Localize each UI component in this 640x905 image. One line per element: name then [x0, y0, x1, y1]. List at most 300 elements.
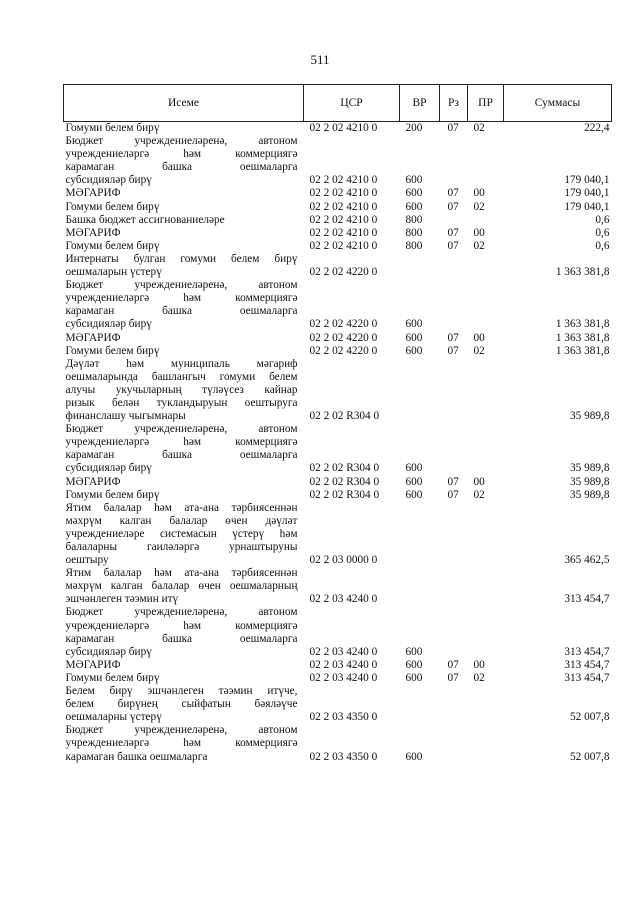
- row-csr: 02 2 03 4240 0: [309, 593, 378, 606]
- row-rz-spacer: [440, 436, 468, 449]
- table-row: [64, 345, 612, 358]
- row-name-line: Гомуми белем бирү: [65, 671, 160, 684]
- row-name-line: алучы укучыларның түләүсез кайнар: [65, 383, 298, 396]
- row-csr: 02 2 03 4240 0: [309, 645, 378, 658]
- row-csr: 02 2 02 4220 0: [309, 318, 378, 331]
- row-name-line: учреждениеләре системасын үстерү һәм: [65, 527, 298, 540]
- table-row: [64, 659, 612, 672]
- row-csr: 02 2 02 4220 0: [309, 331, 378, 344]
- row-vr-spacer: [400, 279, 440, 292]
- table-row: [64, 711, 612, 724]
- row-name-line: эшчәнлеген тәэмин итү: [65, 593, 179, 606]
- row-sum-spacer: [504, 541, 612, 554]
- row-name-line: учреждениеләргә һәм коммерциягә: [65, 148, 298, 161]
- row-rz: [440, 554, 468, 567]
- row-rz-spacer: [440, 279, 468, 292]
- row-name-line: субсидияләр бирү: [65, 462, 152, 475]
- row-vr-spacer: [400, 528, 440, 541]
- row-rz-spacer: [440, 371, 468, 384]
- table-row: [64, 253, 612, 266]
- table-header-row: [64, 85, 612, 122]
- row-csr-spacer: [304, 279, 400, 292]
- row-vr: 600: [405, 475, 423, 488]
- header-name: Исеме: [64, 85, 304, 122]
- row-vr: 600: [405, 174, 423, 187]
- row-pr: [468, 711, 504, 724]
- row-csr: 02 2 02 4210 0: [309, 239, 378, 252]
- row-pr-spacer: [468, 423, 504, 436]
- row-name-line: субсидияләр бирү: [65, 174, 152, 187]
- row-pr-spacer: [468, 528, 504, 541]
- page-number: 511: [310, 52, 330, 67]
- table-row: [64, 240, 612, 253]
- table-row: [64, 724, 612, 737]
- table-row: [64, 410, 612, 423]
- row-pr-spacer: [468, 698, 504, 711]
- table-row: [64, 554, 612, 567]
- row-sum: 1 363 381,8: [555, 318, 610, 331]
- table-row: [64, 528, 612, 541]
- row-vr: 600: [405, 462, 423, 475]
- row-csr: 02 2 02 4220 0: [309, 266, 378, 279]
- row-rz-spacer: [440, 423, 468, 436]
- row-pr-spacer: [468, 580, 504, 593]
- table-row: [64, 515, 612, 528]
- row-name-line: ризык белән тукландыруын оештыруга: [65, 396, 298, 409]
- row-csr-spacer: [304, 737, 400, 750]
- row-sum-spacer: [504, 606, 612, 619]
- row-sum-spacer: [504, 633, 612, 646]
- row-pr-spacer: [468, 449, 504, 462]
- row-rz-spacer: [440, 515, 468, 528]
- header-rz: Рз: [440, 85, 468, 122]
- row-name-line: МӘГАРИФ: [65, 226, 121, 239]
- row-csr: 02 2 02 R304 0: [309, 410, 380, 423]
- row-name-line: Гомуми белем бирү: [65, 488, 160, 501]
- row-name-line: мәхрүм калган балалар өчен дәүләт: [65, 514, 298, 527]
- row-csr: 02 2 03 0000 0: [309, 554, 378, 567]
- row-rz-spacer: [440, 384, 468, 397]
- row-vr: [400, 711, 440, 724]
- row-csr: 02 2 03 4350 0: [309, 750, 378, 763]
- row-pr-spacer: [468, 253, 504, 266]
- row-csr-spacer: [304, 515, 400, 528]
- row-vr-spacer: [400, 633, 440, 646]
- row-pr: 02: [473, 344, 485, 357]
- row-sum-spacer: [504, 567, 612, 580]
- row-sum-spacer: [504, 253, 612, 266]
- row-name-line: учреждениеләргә һәм коммерциягә: [65, 292, 298, 305]
- row-csr: 02 2 03 4240 0: [309, 671, 378, 684]
- row-csr-spacer: [304, 580, 400, 593]
- row-name-line: Интернаты булган гомуми белем бирү: [65, 252, 298, 265]
- row-rz-spacer: [440, 397, 468, 410]
- row-sum-spacer: [504, 358, 612, 371]
- table-row: [64, 201, 612, 214]
- row-pr: 00: [473, 226, 485, 239]
- row-name-line: Ятим балалар һәм ата-ана тәрбиясеннән: [65, 567, 298, 580]
- row-sum-spacer: [504, 528, 612, 541]
- header-vr: ВР: [400, 85, 440, 122]
- row-pr-spacer: [468, 371, 504, 384]
- row-name-line: оешмаларны үстерү: [65, 711, 162, 724]
- row-sum: 0,6: [595, 213, 610, 226]
- row-csr-spacer: [304, 436, 400, 449]
- row-csr: 02 2 02 4210 0: [309, 122, 378, 134]
- row-sum-spacer: [504, 737, 612, 750]
- row-pr-spacer: [468, 737, 504, 750]
- row-csr: 02 2 02 4210 0: [309, 174, 378, 187]
- row-csr-spacer: [304, 567, 400, 580]
- row-vr-spacer: [400, 397, 440, 410]
- row-sum-spacer: [504, 371, 612, 384]
- table-row: [64, 620, 612, 633]
- row-pr: 02: [473, 488, 485, 501]
- row-vr-spacer: [400, 620, 440, 633]
- row-vr-spacer: [400, 449, 440, 462]
- row-vr: 600: [405, 658, 423, 671]
- table-row: [64, 371, 612, 384]
- row-csr-spacer: [304, 292, 400, 305]
- row-pr-spacer: [468, 279, 504, 292]
- row-rz: 07: [447, 488, 459, 501]
- row-vr: 600: [405, 200, 423, 213]
- row-name-line: Башка бюджет ассигнованиеләре: [65, 213, 225, 226]
- row-name-line: учреждениеләргә һәм коммерциягә: [65, 737, 298, 750]
- row-sum-spacer: [504, 292, 612, 305]
- row-csr-spacer: [304, 685, 400, 698]
- row-vr: 600: [405, 645, 423, 658]
- row-pr-spacer: [468, 515, 504, 528]
- row-name-line: оешмаларында башлангыч гомуми белем: [65, 370, 298, 383]
- row-sum-spacer: [504, 698, 612, 711]
- row-name-line: Бюджет учреждениеләренә, автоном: [65, 606, 298, 619]
- row-rz-spacer: [440, 358, 468, 371]
- table-row: [64, 737, 612, 750]
- table-row: [64, 148, 612, 161]
- row-vr-spacer: [400, 135, 440, 148]
- row-name-line: МӘГАРИФ: [65, 331, 121, 344]
- row-pr-spacer: [468, 606, 504, 619]
- row-csr-spacer: [304, 253, 400, 266]
- row-pr: [468, 266, 504, 279]
- row-sum: 35 989,8: [569, 462, 610, 475]
- row-vr-spacer: [400, 515, 440, 528]
- row-csr-spacer: [304, 620, 400, 633]
- row-sum-spacer: [504, 397, 612, 410]
- row-csr-spacer: [304, 502, 400, 515]
- table-row: [64, 279, 612, 292]
- row-rz: [440, 711, 468, 724]
- table-row: [64, 135, 612, 148]
- row-vr-spacer: [400, 606, 440, 619]
- row-sum: 1 363 381,8: [555, 344, 610, 357]
- row-rz-spacer: [440, 305, 468, 318]
- row-csr-spacer: [304, 305, 400, 318]
- row-rz-spacer: [440, 449, 468, 462]
- row-pr: [468, 646, 504, 659]
- row-vr-spacer: [400, 567, 440, 580]
- row-pr: 02: [473, 239, 485, 252]
- table-row: [64, 436, 612, 449]
- row-rz-spacer: [440, 292, 468, 305]
- row-pr-spacer: [468, 305, 504, 318]
- row-sum: 313 454,7: [564, 658, 610, 671]
- row-pr: [468, 318, 504, 331]
- table-row: [64, 633, 612, 646]
- row-name-line: оештыру: [65, 554, 109, 567]
- row-vr-spacer: [400, 698, 440, 711]
- row-sum-spacer: [504, 620, 612, 633]
- row-name-line: карамаган башка оешмаларга: [65, 632, 298, 645]
- row-pr: 02: [473, 671, 485, 684]
- row-name-line: учреждениеләргә һәм коммерциягә: [65, 436, 298, 449]
- row-sum: 313 454,7: [564, 593, 610, 606]
- row-rz: 07: [447, 187, 459, 200]
- row-rz-spacer: [440, 253, 468, 266]
- row-csr-spacer: [304, 384, 400, 397]
- row-name-line: субсидияләр бирү: [65, 645, 152, 658]
- row-rz: [440, 462, 468, 475]
- row-vr: [400, 593, 440, 606]
- row-sum-spacer: [504, 135, 612, 148]
- row-vr: 200: [405, 122, 423, 134]
- row-vr-spacer: [400, 384, 440, 397]
- row-rz: 07: [447, 200, 459, 213]
- row-sum: 0,6: [595, 226, 610, 239]
- row-csr-spacer: [304, 698, 400, 711]
- row-rz-spacer: [440, 698, 468, 711]
- row-rz: [440, 593, 468, 606]
- row-csr: 02 2 02 R304 0: [309, 488, 380, 501]
- table-row: [64, 476, 612, 489]
- row-csr-spacer: [304, 135, 400, 148]
- row-pr: 00: [473, 658, 485, 671]
- row-sum-spacer: [504, 724, 612, 737]
- row-sum: 35 989,8: [569, 410, 610, 423]
- row-rz: [440, 646, 468, 659]
- row-vr: 600: [405, 187, 423, 200]
- table-row: [64, 122, 612, 136]
- row-name-line: Бюджет учреждениеләренә, автоном: [65, 279, 298, 292]
- row-sum-spacer: [504, 502, 612, 515]
- row-rz-spacer: [440, 148, 468, 161]
- row-sum-spacer: [504, 580, 612, 593]
- row-rz-spacer: [440, 633, 468, 646]
- table-row: [64, 502, 612, 515]
- table-row: [64, 672, 612, 685]
- row-csr-spacer: [304, 148, 400, 161]
- header-sum: Суммасы: [504, 85, 612, 122]
- row-name-line: Белем бирү эшчәнлеген тәэмин итүче,: [65, 685, 298, 698]
- table-row: [64, 214, 612, 227]
- table-row: [64, 187, 612, 200]
- row-sum-spacer: [504, 436, 612, 449]
- row-vr-spacer: [400, 423, 440, 436]
- row-name-line: Гомуми белем бирү: [65, 200, 160, 213]
- row-sum-spacer: [504, 384, 612, 397]
- row-csr-spacer: [304, 423, 400, 436]
- row-pr: 02: [473, 122, 485, 134]
- row-name-line: МӘГАРИФ: [65, 475, 121, 488]
- row-pr: [468, 214, 504, 227]
- budget-table: [63, 84, 612, 764]
- row-pr-spacer: [468, 567, 504, 580]
- row-name-line: учреждениеләргә һәм коммерциягә: [65, 619, 298, 632]
- row-vr-spacer: [400, 541, 440, 554]
- row-sum: 35 989,8: [569, 475, 610, 488]
- row-pr: 00: [473, 331, 485, 344]
- row-name-line: МӘГАРИФ: [65, 187, 121, 200]
- row-rz: [440, 266, 468, 279]
- row-csr: 02 2 02 4210 0: [309, 226, 378, 239]
- table-row: [64, 685, 612, 698]
- row-pr-spacer: [468, 633, 504, 646]
- row-vr: [400, 554, 440, 567]
- row-rz: 07: [447, 239, 459, 252]
- row-sum-spacer: [504, 148, 612, 161]
- row-sum: 179 040,1: [564, 187, 610, 200]
- row-vr-spacer: [400, 358, 440, 371]
- row-sum: 313 454,7: [564, 671, 610, 684]
- row-rz: 07: [447, 658, 459, 671]
- row-rz-spacer: [440, 541, 468, 554]
- row-pr-spacer: [468, 685, 504, 698]
- row-vr-spacer: [400, 436, 440, 449]
- row-name-line: Бюджет учреждениеләренә, автоном: [65, 423, 298, 436]
- row-sum: 0,6: [595, 239, 610, 252]
- row-pr-spacer: [468, 161, 504, 174]
- row-pr-spacer: [468, 292, 504, 305]
- row-csr: 02 2 02 R304 0: [309, 475, 380, 488]
- row-pr: 00: [473, 475, 485, 488]
- row-csr: 02 2 02 4210 0: [309, 213, 378, 226]
- table-row: [64, 593, 612, 606]
- row-rz-spacer: [440, 161, 468, 174]
- row-sum-spacer: [504, 423, 612, 436]
- row-sum: 222,4: [584, 122, 610, 134]
- row-csr: 02 2 03 4240 0: [309, 658, 378, 671]
- table-row: [64, 174, 612, 187]
- row-pr: 00: [473, 187, 485, 200]
- table-row: [64, 161, 612, 174]
- row-pr-spacer: [468, 135, 504, 148]
- table-row: [64, 580, 612, 593]
- row-rz: 07: [447, 671, 459, 684]
- row-vr: 800: [405, 226, 423, 239]
- table-row: [64, 646, 612, 659]
- row-pr: [468, 410, 504, 423]
- row-rz: 07: [447, 331, 459, 344]
- row-rz-spacer: [440, 620, 468, 633]
- row-vr-spacer: [400, 685, 440, 698]
- row-csr: 02 2 02 4220 0: [309, 344, 378, 357]
- row-csr-spacer: [304, 371, 400, 384]
- row-pr: [468, 462, 504, 475]
- budget-table-wrapper: [63, 84, 611, 764]
- row-vr-spacer: [400, 161, 440, 174]
- table-row: [64, 358, 612, 371]
- row-sum: 1 363 381,8: [555, 331, 610, 344]
- row-csr: 02 2 02 4210 0: [309, 187, 378, 200]
- row-vr: 800: [405, 213, 423, 226]
- row-csr-spacer: [304, 161, 400, 174]
- row-name-line: карамаган башка оешмаларга: [65, 449, 298, 462]
- row-pr-spacer: [468, 397, 504, 410]
- row-csr-spacer: [304, 528, 400, 541]
- row-sum-spacer: [504, 279, 612, 292]
- row-vr-spacer: [400, 502, 440, 515]
- row-rz-spacer: [440, 685, 468, 698]
- row-csr-spacer: [304, 397, 400, 410]
- row-sum: 365 462,5: [564, 554, 610, 567]
- row-rz: 07: [447, 226, 459, 239]
- table-row: [64, 227, 612, 240]
- row-sum: 35 989,8: [569, 488, 610, 501]
- row-vr-spacer: [400, 724, 440, 737]
- row-rz-spacer: [440, 606, 468, 619]
- row-csr-spacer: [304, 449, 400, 462]
- row-pr-spacer: [468, 384, 504, 397]
- row-name-line: карамаган башка оешмаларга: [65, 750, 208, 763]
- row-rz-spacer: [440, 724, 468, 737]
- row-vr-spacer: [400, 253, 440, 266]
- row-pr-spacer: [468, 148, 504, 161]
- table-row: [64, 606, 612, 619]
- header-csr: ЦСР: [304, 85, 400, 122]
- row-name-line: субсидияләр бирү: [65, 318, 152, 331]
- row-pr: [468, 174, 504, 187]
- row-name-line: оешмаларын үстерү: [65, 266, 162, 279]
- row-rz: 07: [447, 344, 459, 357]
- row-pr: [468, 593, 504, 606]
- row-name-line: Гомуми белем бирү: [65, 122, 160, 134]
- table-row: [64, 266, 612, 279]
- row-sum: 313 454,7: [564, 645, 610, 658]
- row-pr-spacer: [468, 358, 504, 371]
- row-vr: [400, 266, 440, 279]
- row-vr: 600: [405, 488, 423, 501]
- row-sum-spacer: [504, 161, 612, 174]
- row-rz: [440, 318, 468, 331]
- table-row: [64, 489, 612, 502]
- table-row: [64, 449, 612, 462]
- header-pr: ПР: [468, 85, 504, 122]
- row-name-line: финанслашу чыгымнары: [65, 410, 186, 423]
- row-pr: [468, 554, 504, 567]
- row-sum-spacer: [504, 515, 612, 528]
- row-vr-spacer: [400, 580, 440, 593]
- row-sum: 52 007,8: [569, 750, 610, 763]
- row-pr-spacer: [468, 620, 504, 633]
- row-vr: 600: [405, 750, 423, 763]
- row-pr: [468, 751, 504, 764]
- row-vr-spacer: [400, 737, 440, 750]
- row-name-line: Ятим балалар һәм ата-ана тәрбиясеннән: [65, 501, 298, 514]
- row-sum: 52 007,8: [569, 711, 610, 724]
- row-rz: [440, 751, 468, 764]
- row-sum-spacer: [504, 685, 612, 698]
- table-row: [64, 423, 612, 436]
- row-vr-spacer: [400, 292, 440, 305]
- row-csr-spacer: [304, 724, 400, 737]
- row-name-line: Гомуми белем бирү: [65, 239, 160, 252]
- table-row: [64, 567, 612, 580]
- row-rz-spacer: [440, 580, 468, 593]
- row-vr: 600: [405, 331, 423, 344]
- row-rz-spacer: [440, 135, 468, 148]
- row-sum: 179 040,1: [564, 200, 610, 213]
